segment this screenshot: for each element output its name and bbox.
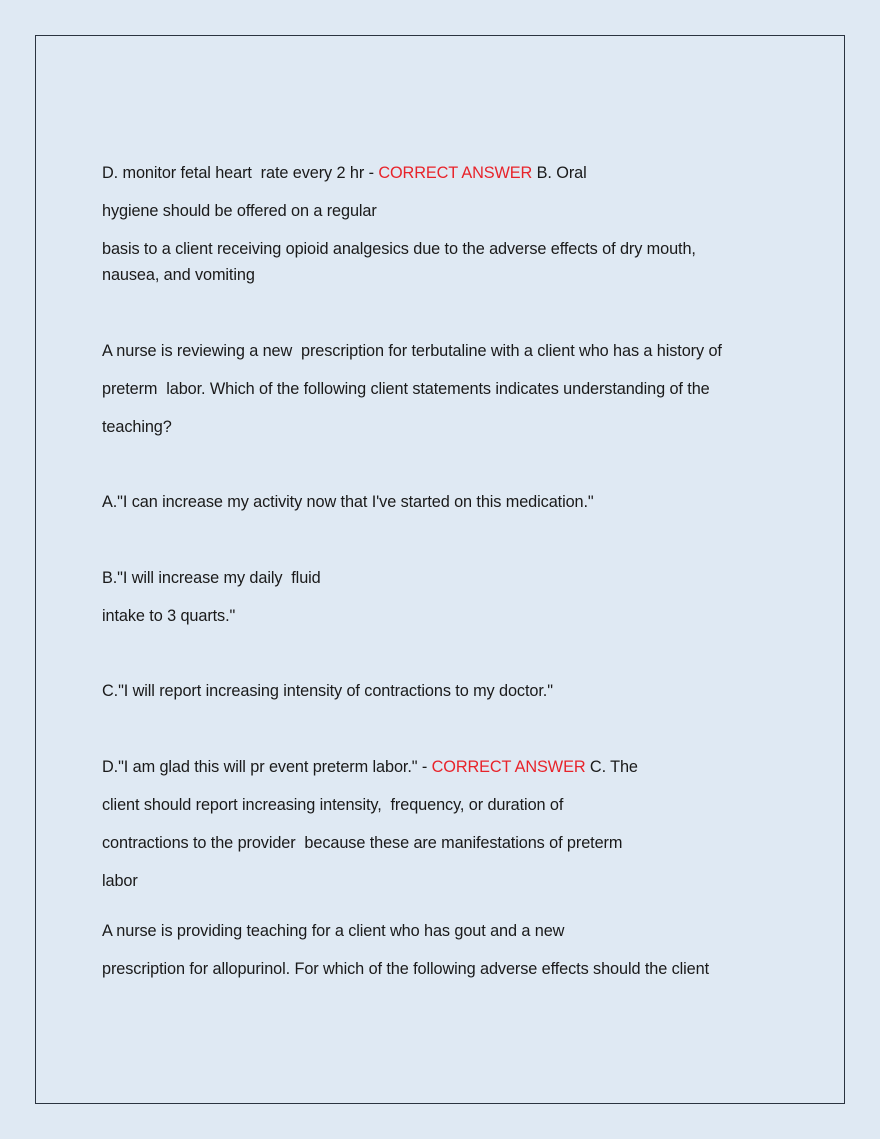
question-text: teaching? [102,418,172,436]
option-b-cont: intake to 3 quarts." [102,607,236,625]
rationale-text: contractions to the provider because these are manifestations of preterm [102,834,623,852]
rationale-start: B. Oral [532,164,587,182]
option-c: C."I will report increasing intensity of contractions to my doctor." [102,682,553,700]
rationale-text: client should report increasing intensity, frequency, or duration of [102,796,564,814]
correct-answer-tag: CORRECT ANSWER [431,758,586,776]
correct-answer-tag: CORRECT ANSWER [378,164,533,182]
text-line: nausea, and vomiting [102,266,255,284]
question-text: A nurse is providing teaching for a client who has gout and a new [102,922,565,940]
rationale-start: C. The [585,758,638,776]
question-text: A nurse is reviewing a new prescription for terbutaline with a client who has a history of [102,342,722,360]
text-line: hygiene should be offered on a regular [102,202,377,220]
answer-prefix: D. monitor fetal heart rate every 2 hr - [102,164,379,182]
text-line: basis to a client receiving opioid analgesics due to the adverse effects of dry mouth, [102,240,696,258]
option-d: D."I am glad this will pr event preterm labor." - [102,758,432,776]
answer-line [102,163,587,183]
option-a: A."I can increase my activity now that I've started on this medication." [102,493,594,511]
rationale-text: labor [102,872,138,890]
question-text: preterm labor. Which of the following client statements indicates understanding of the [102,380,710,398]
option-b: B."I will increase my daily fluid [102,569,321,587]
answer-line [102,757,638,777]
question-text: prescription for allopurinol. For which of the following adverse effects should the client [102,960,710,978]
